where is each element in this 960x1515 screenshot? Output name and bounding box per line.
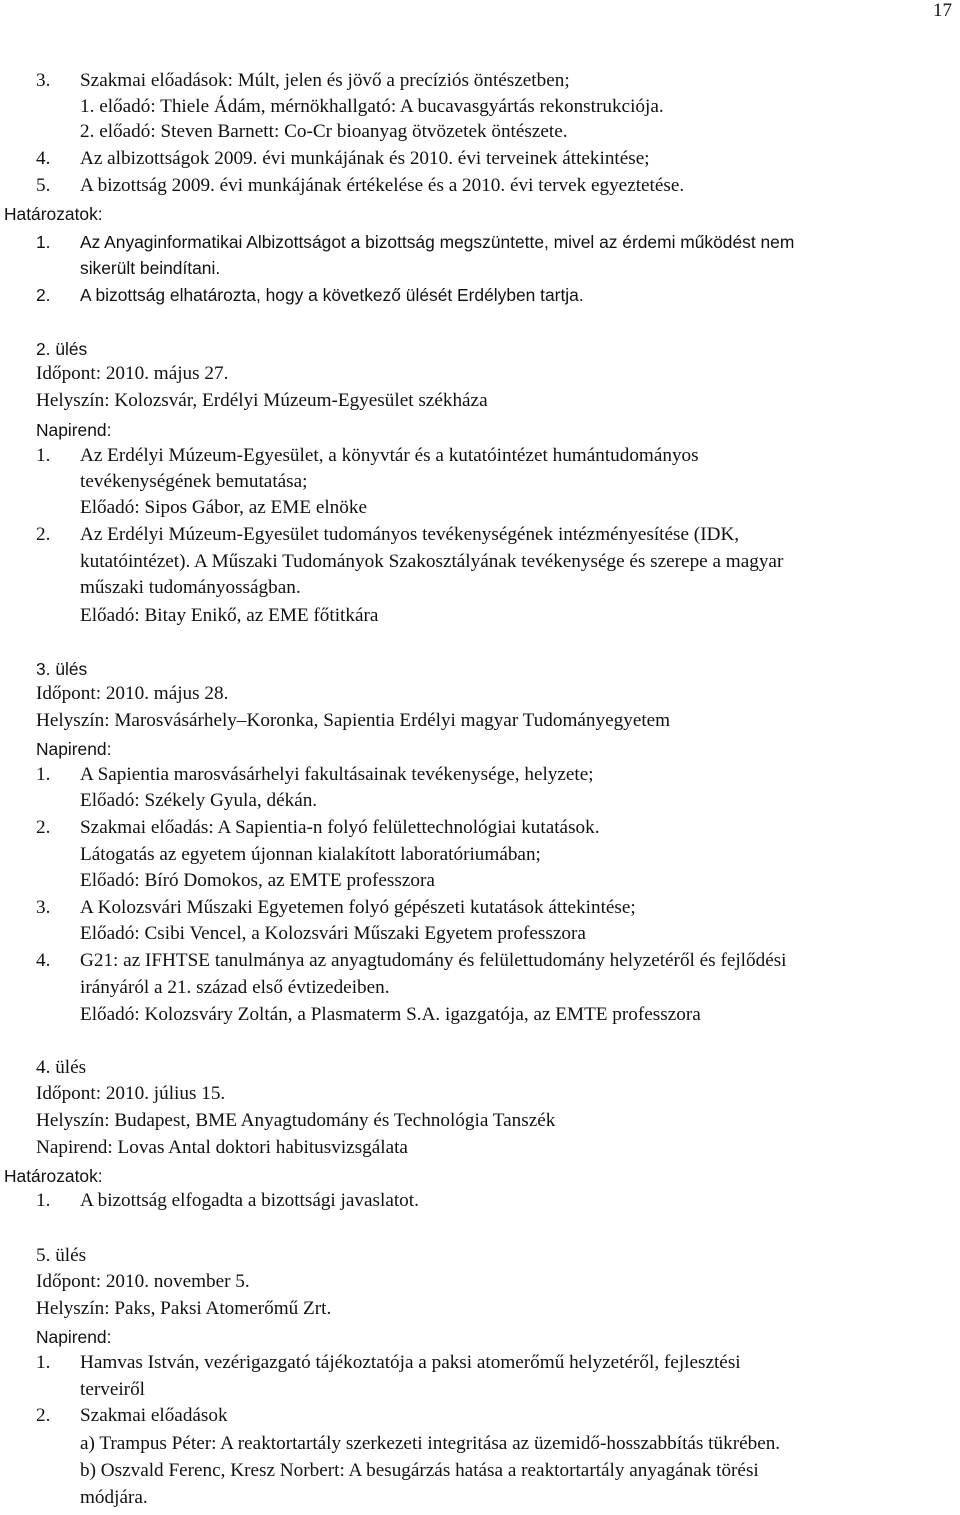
session-5-agenda-1: 1. Hamvas István, vezérigazgató tájékoztatója a paksi atomerőmű helyzetéről, fejlesztési: [36, 1352, 741, 1373]
session-4-date: Időpont: 2010. július 15.: [36, 1083, 226, 1104]
session-3-agenda-2-speaker: Előadó: Bíró Domokos, az EMTE professzora: [80, 870, 435, 891]
resolutions-heading: Határozatok:: [4, 204, 103, 224]
session-5-agenda: Napirend:: [36, 1327, 112, 1347]
session-4-agenda: Napirend: Lovas Antal doktori habitusvizsgálata: [36, 1137, 408, 1158]
session-3-agenda-1-speaker: Előadó: Székely Gyula, dékán.: [80, 790, 318, 811]
resolution-1: 1. Az Anyaginformatikai Albizottságot a bizottság megszüntette, mivel az érdemi működést nem: [36, 232, 795, 252]
session-3-agenda-4-cont: irányáról a 21. század első évtizedeiben.: [80, 977, 390, 998]
session-3-agenda: Napirend:: [36, 739, 112, 759]
session-4-title: 4. ülés: [36, 1057, 87, 1078]
session-3-title: 3. ülés: [36, 659, 88, 679]
session-2-agenda-1-speaker: Előadó: Sipos Gábor, az EME elnöke: [80, 497, 367, 518]
resolution-1-cont: sikerült beindítani.: [80, 258, 221, 278]
session-4-resolution-1: 1. A bizottság elfogadta a bizottsági javaslatot.: [36, 1190, 419, 1211]
session-3-agenda-3: 3. A Kolozsvári Műszaki Egyetemen folyó gépészeti kutatások áttekintése;: [36, 897, 636, 918]
session-4-place: Helyszín: Budapest, BME Anyagtudomány és Technológia Tanszék: [36, 1110, 556, 1131]
session-3-place: Helyszín: Marosvásárhely–Koronka, Sapientia Erdélyi magyar Tudományegyetem: [36, 710, 671, 731]
session-2-agenda-2-speaker: Előadó: Bitay Enikő, az EME főtitkára: [80, 605, 379, 626]
item-3: 3. Szakmai előadások: Múlt, jelen és jövő a precíziós öntészetben;: [36, 70, 570, 91]
session-3-agenda-4-speaker: Előadó: Kolozsváry Zoltán, a Plasmaterm S.A. igazgatója, az EMTE professzora: [80, 1004, 701, 1025]
session-3-agenda-2: 2. Szakmai előadás: A Sapientia-n folyó felülettechnológiai kutatások.: [36, 817, 600, 838]
session-5-date: Időpont: 2010. november 5.: [36, 1271, 250, 1292]
session-4-resolutions-heading: Határozatok:: [4, 1166, 103, 1186]
session-2-agenda-1-cont: tevékenységének bemutatása;: [80, 471, 308, 492]
session-5-agenda-2: 2. Szakmai előadások: [36, 1405, 228, 1426]
session-2-title: 2. ülés: [36, 339, 88, 359]
session-2-date: Időpont: 2010. május 27.: [36, 363, 229, 384]
session-5-agenda-1-cont: terveiről: [80, 1379, 145, 1400]
resolution-2: 2. A bizottság elhatározta, hogy a következő ülését Erdélyben tartja.: [36, 285, 584, 305]
item-3-sub-1: 1. előadó: Thiele Ádám, mérnökhallgató: A bucavasgyártás rekonstrukciója.: [80, 96, 664, 117]
page-number: 17: [933, 0, 952, 21]
session-2-agenda-1: 1. Az Erdélyi Múzeum-Egyesület, a könyvtár és a kutatóintézet humántudományos: [36, 445, 699, 466]
session-2-agenda-2: 2. Az Erdélyi Múzeum-Egyesület tudományos tevékenységének intézményesítése (IDK,: [36, 524, 740, 545]
session-2-agenda: Napirend:: [36, 420, 112, 440]
session-2-agenda-2-cont: kutatóintézet). A Műszaki Tudományok Szakosztályának tevékenysége és szerepe a magyar: [80, 551, 784, 572]
session-3-agenda-3-speaker: Előadó: Csibi Vencel, a Kolozsvári Műszaki Egyetem professzora: [80, 923, 586, 944]
session-5-agenda-2-a: a) Trampus Péter: A reaktortartály szerkezeti integritása az üzemidő-hosszabbítás tükrében.: [80, 1433, 781, 1454]
item-3-sub-2: 2. előadó: Steven Barnett: Co-Cr bioanyag ötvözetek öntészete.: [80, 121, 568, 142]
session-3-agenda-1: 1. A Sapientia marosvásárhelyi fakultásainak tevékenysége, helyzete;: [36, 764, 594, 785]
item-4: 4. Az albizottságok 2009. évi munkájának és 2010. évi terveinek áttekintése;: [36, 148, 650, 169]
session-5-title: 5. ülés: [36, 1245, 87, 1266]
session-5-agenda-2-b: b) Oszvald Ferenc, Kresz Norbert: A besugárzás hatása a reaktortartály anyagának törési: [80, 1460, 759, 1481]
session-3-date: Időpont: 2010. május 28.: [36, 683, 229, 704]
session-2-place: Helyszín: Kolozsvár, Erdélyi Múzeum-Egyesület székháza: [36, 390, 488, 411]
item-5: 5. A bizottság 2009. évi munkájának értékelése és a 2010. évi tervek egyeztetése.: [36, 175, 685, 196]
session-3-agenda-2-cont: Látogatás az egyetem újonnan kialakított laboratóriumában;: [80, 844, 541, 865]
session-3-agenda-4: 4. G21: az IFHTSE tanulmánya az anyagtudomány és felülettudomány helyzetéről és fejlődési: [36, 950, 787, 971]
session-5-agenda-2-b-cont: módjára.: [80, 1487, 148, 1508]
session-5-place: Helyszín: Paks, Paksi Atomerőmű Zrt.: [36, 1298, 332, 1319]
session-2-agenda-2-cont2: műszaki tudományosságban.: [80, 577, 301, 598]
